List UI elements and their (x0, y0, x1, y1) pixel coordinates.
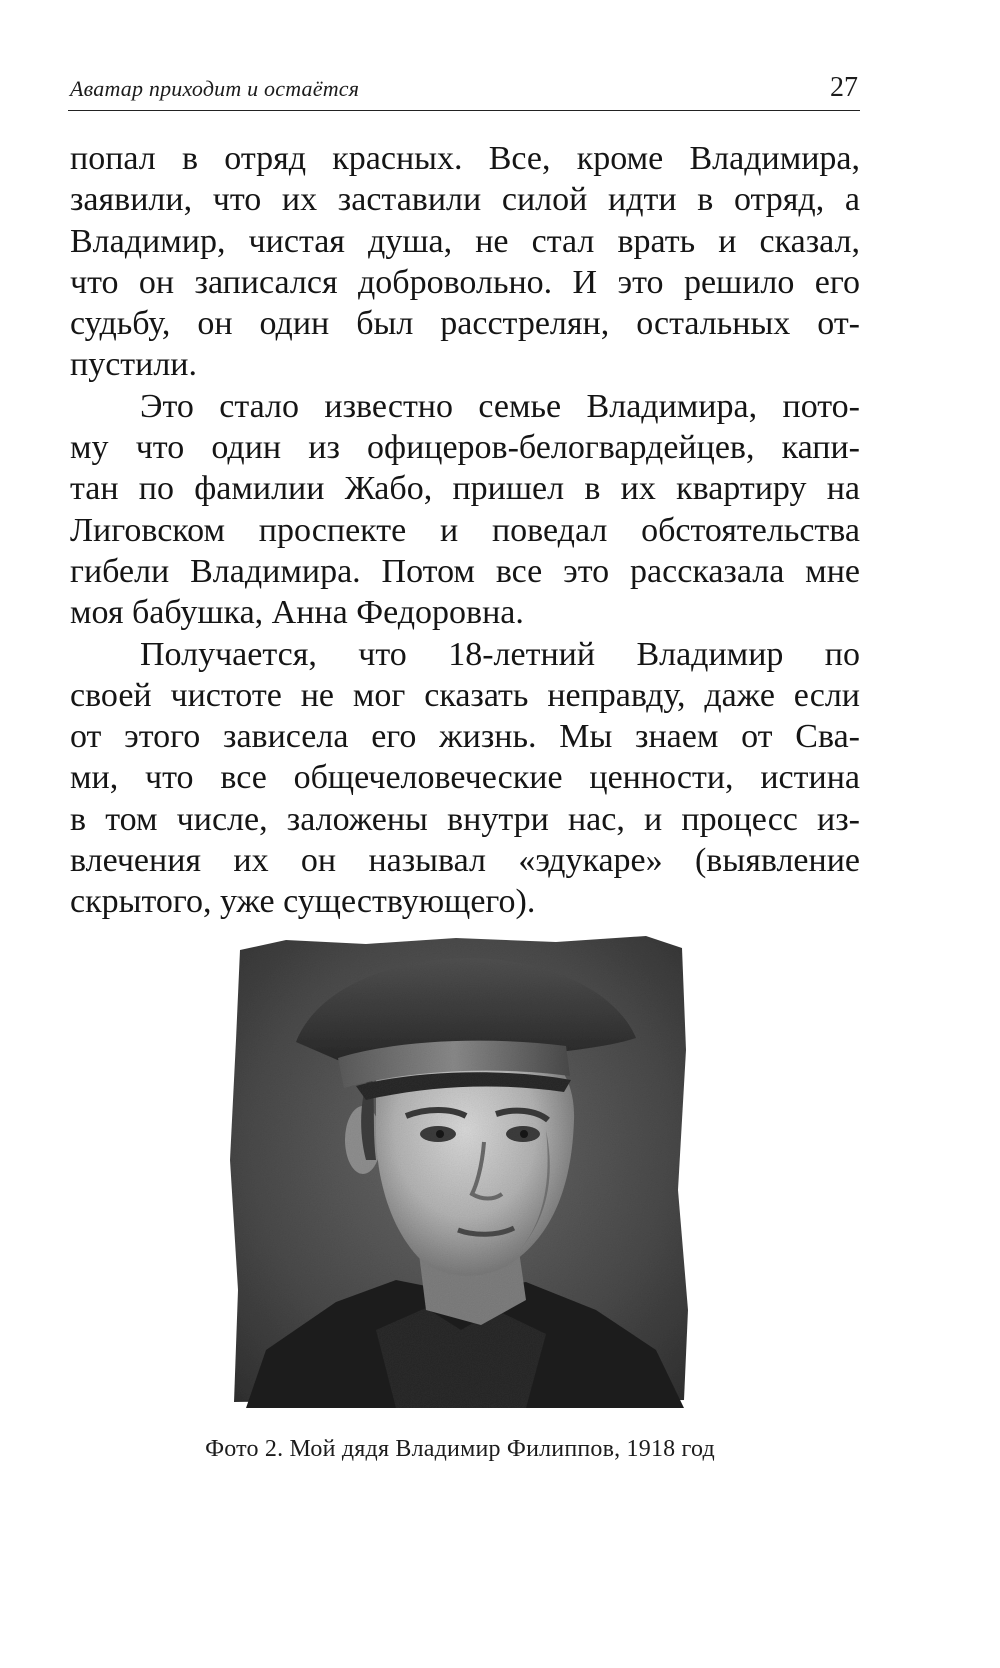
text-line: тан по фамилии Жабо, пришел в их квартиру на (70, 470, 860, 508)
text-line: пустили. (70, 346, 198, 384)
text-line: попал в отряд красных. Все, кроме Владимира, (70, 140, 860, 177)
text-line: Лиговском проспекте и поведал обстоятельства (70, 511, 860, 549)
portrait-photo (226, 930, 692, 1408)
text-line: скрытого, уже существующего). (70, 883, 536, 921)
text-line: ми, что все общечеловеческие ценности, истина (70, 759, 860, 797)
portrait-image (226, 930, 692, 1408)
page-number: 27 (830, 72, 858, 103)
paragraph (70, 386, 860, 634)
body-text (70, 138, 860, 923)
text-line: от этого зависела его жизнь. Мы знаем от Сва- (70, 718, 860, 756)
text-line: Это стало известно семье Владимира, пото- (140, 387, 860, 425)
text-line: му что один из офицеров-белогвардейцев, капи- (70, 429, 860, 467)
paragraph (70, 138, 860, 386)
text-line: своей чистоте не мог сказать неправду, даже если (70, 676, 860, 714)
text-line: Владимир, чистая душа, не стал врать и сказал, (70, 222, 860, 260)
text-line: заявили, что их заставили силой идти в отряд, а (70, 181, 860, 219)
text-line: моя бабушка, Анна Федоровна. (70, 594, 524, 632)
running-header (68, 68, 860, 111)
text-line: в том числе, заложены внутри нас, и процесс из- (70, 800, 860, 838)
text-line: Получается, что 18-летний Владимир по (140, 635, 860, 673)
text-line: влечения их он называл «эдукаре» (выявление (70, 842, 860, 880)
text-line: судьбу, он один был расстрелян, остальных от- (70, 305, 860, 343)
running-title: Аватар приходит и остаётся (70, 76, 360, 101)
text-line: гибели Владимира. Потом все это рассказала мне (70, 552, 860, 590)
text-line: что он записался добровольно. И это решило его (70, 263, 860, 301)
photo-caption: Фото 2. Мой дядя Владимир Филиппов, 1918 год (205, 1436, 715, 1462)
paragraph (70, 634, 860, 923)
